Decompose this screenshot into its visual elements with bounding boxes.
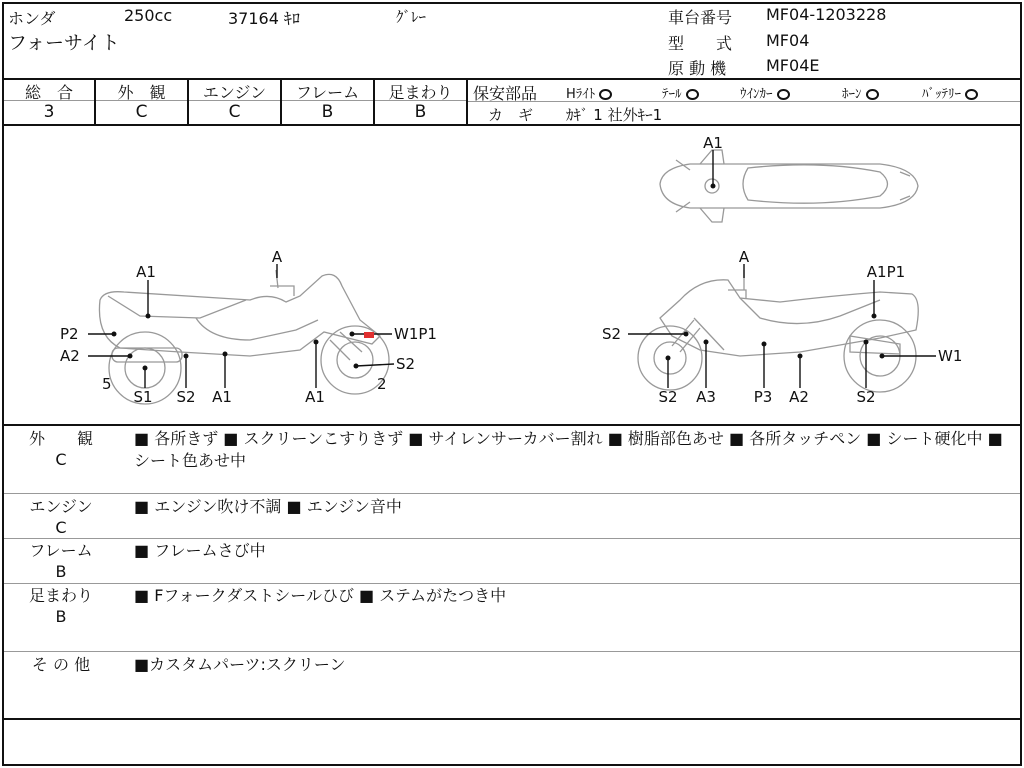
- label-left-p2: P2: [60, 325, 79, 343]
- mileage: 37164 ｷﾛ: [228, 9, 300, 28]
- section-engine-grade: C: [55, 518, 67, 537]
- ok-circle-icon: [777, 89, 790, 100]
- section-divider: [4, 493, 1020, 494]
- label-right-a1p1: A1P1: [866, 263, 906, 281]
- safety-item-horn: ﾎｰﾝ: [842, 83, 879, 102]
- ok-circle-icon: [686, 89, 699, 100]
- section-engine-text: ■ エンジン吹け不調 ■ エンジン音中: [134, 497, 402, 516]
- scooter-right-view: [638, 270, 918, 392]
- section-frame-label: フレーム: [29, 541, 93, 560]
- label-top-a1: A1: [703, 134, 723, 152]
- ok-circle-icon: [965, 89, 978, 100]
- section-divider: [4, 651, 1020, 652]
- red-mark: [364, 332, 374, 338]
- engine-label: 原 動 機: [668, 59, 727, 78]
- grade-label-engine: エンジン: [202, 83, 267, 102]
- label-left-a: A: [271, 248, 283, 266]
- displacement: 250cc: [124, 6, 173, 25]
- label-left-s2: S2: [176, 388, 196, 406]
- grade-value-overall: 3: [43, 102, 55, 122]
- safety-item-tail: ﾃｰﾙ: [662, 83, 699, 102]
- section-other-text: ■カスタムパーツ:スクリーン: [134, 655, 346, 674]
- safety-item-battery: ﾊﾞｯﾃﾘｰ: [922, 83, 978, 102]
- label-left-w1p1: W1P1: [394, 325, 437, 343]
- grade-label-overall: 総 合: [24, 83, 73, 102]
- safety-title: 保安部品: [473, 84, 538, 103]
- section-frame-grade: B: [55, 562, 67, 581]
- section-divider: [4, 583, 1020, 584]
- frame-no: MF04-1203228: [766, 5, 887, 24]
- section-suspension-label: 足まわり: [28, 586, 93, 605]
- type-value: MF04: [766, 31, 810, 50]
- ok-circle-icon: [866, 89, 879, 100]
- ok-circle-icon: [599, 89, 612, 100]
- label-right-s2-rear: S2: [856, 388, 876, 406]
- grade-value-suspension: B: [414, 102, 427, 122]
- section-frame-text: ■ フレームさび中: [134, 541, 266, 560]
- grade-value-engine: C: [228, 102, 241, 122]
- label-left-s2-front: S2: [396, 355, 416, 373]
- frame-no-label: 車台番号: [668, 8, 733, 27]
- label-left-a2: A2: [60, 347, 80, 365]
- section-exterior-label: 外 観: [28, 429, 93, 448]
- section-exterior-grade: C: [55, 450, 67, 469]
- label-right-a3: A3: [696, 388, 716, 406]
- grade-label-exterior: 外 観: [117, 83, 166, 102]
- scooter-top-view: [660, 150, 918, 222]
- label-right-a: A: [738, 248, 750, 266]
- section-exterior-text: ■ 各所きず ■ スクリーンこすりきず ■ サイレンサーカバー割れ ■ 樹脂部色あせ ■ 各所タッチペン ■ シート硬化中 ■ シート色あせ中: [134, 429, 1003, 470]
- grade-label-frame: フレーム: [295, 83, 360, 102]
- section-divider: [4, 538, 1020, 539]
- color: ｸﾞﾚｰ: [396, 8, 427, 26]
- damage-points: [112, 184, 885, 371]
- label-right-p3: P3: [753, 388, 773, 406]
- label-right-a2: A2: [789, 388, 809, 406]
- section-suspension-text: ■ Fフォークダストシールひび ■ ステムがたつき中: [134, 586, 507, 605]
- section-other-label: そ の 他: [31, 655, 91, 674]
- model-name: フォーサイト: [8, 32, 120, 54]
- engine-value: MF04E: [766, 56, 820, 75]
- diagram-bottom: [2, 424, 1022, 426]
- grade-value-frame: B: [321, 102, 334, 122]
- label-left-5: 5: [102, 375, 112, 393]
- label-left-a1: A1: [136, 263, 156, 281]
- label-left-a1-front: A1: [305, 388, 325, 406]
- type-label: 型 式: [668, 34, 733, 53]
- grade-value-exterior: C: [135, 102, 148, 122]
- grade-col-div: [466, 79, 468, 125]
- section-engine-label: エンジン: [29, 497, 93, 516]
- label-left-2: 2: [377, 375, 387, 393]
- label-left-a1-bottom: A1: [212, 388, 232, 406]
- safety-item-winker: ｳｲﾝｶｰ: [740, 83, 790, 102]
- damage-diagram: [0, 126, 1024, 423]
- label-right-w1: W1: [938, 347, 963, 365]
- leader-lines: [88, 150, 936, 388]
- label-right-s2: S2: [602, 325, 622, 343]
- label-left-s1: S1: [133, 388, 153, 406]
- grade-label-suspension: 足まわり: [388, 83, 453, 102]
- key-label: カ ギ: [488, 106, 534, 124]
- section-suspension-grade: B: [55, 607, 67, 626]
- label-right-s2-bottom: S2: [658, 388, 678, 406]
- sheet-bottom-divider: [2, 718, 1022, 720]
- safety-item-headlight: Hﾗｲﾄ: [566, 83, 612, 102]
- key-value: ｶｷﾞ 1 社外ｷｰ1: [566, 106, 663, 124]
- maker: ホンダ: [8, 9, 56, 28]
- scooter-left-view: [99, 270, 389, 404]
